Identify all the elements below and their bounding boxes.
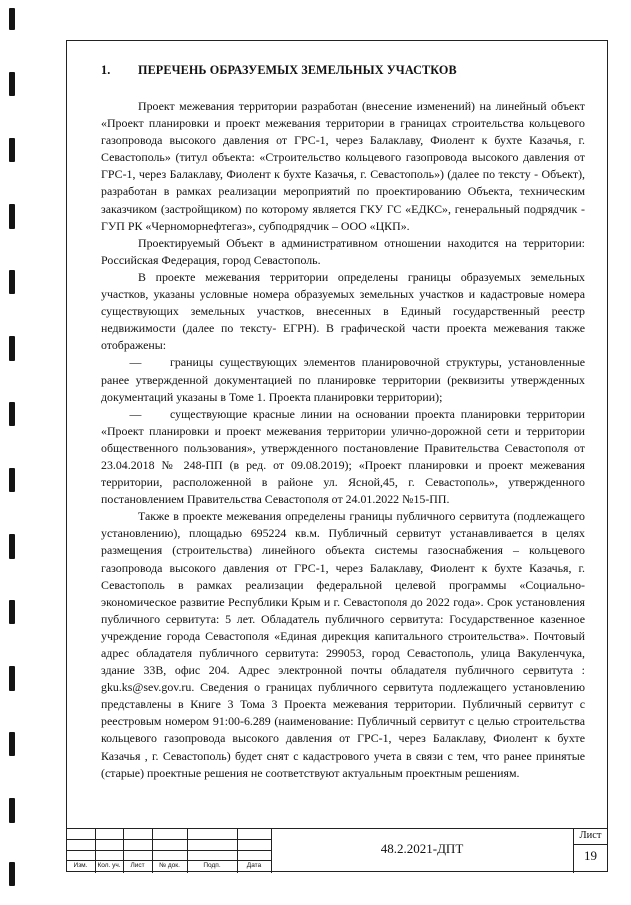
section-heading <box>101 63 457 78</box>
document-code: 48.2.2021-ДПТ <box>380 841 464 856</box>
binder-hole <box>9 336 15 361</box>
caption-izm: Изм. <box>73 862 88 869</box>
stamp-rule <box>66 839 271 840</box>
section-number: 1. <box>101 63 111 77</box>
document-body <box>101 98 585 782</box>
binder-hole <box>9 270 15 294</box>
binder-hole <box>9 8 15 30</box>
binder-holes <box>6 0 20 905</box>
paragraph-intro: Проект межевания территории разработан (внесение изменений) на линейный объект «Проект планировки и проект межевания территории в границах строительства кольцевого газопровода высокого давления от ГРС-1, через Балаклаву, Фиолент к бухте Казачья, г. Севастополь» (титул объекта: «Строительство кольцевого газопровода высокого давления от ГРС-1, через Балаклаву, Фиолент к бухте Казачья, г. Севастополь») (далее по тексту - Объект), разработан в рамках реализации мероприятий по проектированию Объекта, техническим заказчиком (застройщиком) по которому является ГКУ ГС «ЕДКС», генеральный подрядчик - ГУП РК «Черноморнефтегаз», субподрядчик – ООО «ЦКП». <box>101 99 585 233</box>
list-item-planning-elements <box>101 354 585 405</box>
caption-date: Дата <box>246 862 262 869</box>
caption-signature: Подп. <box>203 862 221 869</box>
binder-hole <box>9 468 15 492</box>
binder-hole <box>9 600 15 624</box>
sheet-label: Лист <box>579 830 602 841</box>
section-title: ПЕРЕЧЕНЬ ОБРАЗУЕМЫХ ЗЕМЕЛЬНЫХ УЧАСТКОВ <box>138 63 457 77</box>
paragraph-servitude: Также в проекте межевания определены границы публичного сервитута (подлежащего установлению), площадью 695224 кв.м. Публичный сервитут устанавливается в целях размещения (строительства) линейного объекта системы газоснабжения – кольцевого газопровода высокого давления от ГРС-1, через Балаклаву, Фиолент к бухте Казачья, г. Севастополь в рамках реализации федеральной целевой программы «Социально-экономическое развитие Республики Крым и г. Севастополя до 2022 года». Срок установления публичного сервитута: 5 лет. Обладатель публичного сервитута: Государственное казенное учреждение города Севастополя «Единая дирекция капитального строительства». Почтовый адрес обладателя публичного сервитута: 299053, город Севастополь, улица Вакуленчука, здание 33В, офис 204. Адрес электронной почты обладателя публичного сервитута : gku.ks@sev.gov.ru. Сведения о границах публичного сервитута подлежащего установлению представлены в Книге 3 Тома 3 Проекта межевания территории. Публичный сервитут с реестровым номером 91:00-6.289 (наименование: Публичный сервитут с целью строительства кольцевого газопровода высокого давления от ГРС-1, через Балаклаву, Фиолент к бухте Казачья , г. Севастополь) будет снят с кадастрового учета в связи с тем, что ранее принятые (старые) проектные решения не соответствуют актуальным проектным решениям. <box>101 509 585 780</box>
binder-hole <box>9 862 15 886</box>
dash-marker: — <box>129 355 142 370</box>
binder-hole <box>9 72 15 96</box>
binder-hole <box>9 402 15 426</box>
binder-hole <box>9 666 15 691</box>
stamp-rule <box>573 844 608 845</box>
binder-hole <box>9 138 15 162</box>
list-item-text: границы существующих элементов планировочной структуры, установленные ранее утвержденной документацией по планировке территории (реквизиты утвержденных документаций указаны в Томе 1. Проекта планировки территории); <box>101 355 585 404</box>
caption-doc-number: № док. <box>159 862 180 869</box>
binder-hole <box>9 732 15 756</box>
binder-hole <box>9 534 15 559</box>
binder-hole <box>9 798 15 823</box>
caption-kol-uch: Кол. уч. <box>97 862 121 869</box>
sheet-number: 19 <box>584 848 597 863</box>
caption-list: Лист <box>130 862 145 869</box>
stamp-rule <box>66 850 271 851</box>
dash-marker: — <box>129 406 142 421</box>
paragraph-boundaries: В проекте межевания территории определены границы образуемых земельных участков, указаны условные номера образуемых земельных участков и кадастровые номера существующих земельных участков, внесенных в Единый государственный реестр недвижимости (далее по тексту- ЕГРН). В графической части проекта межевания также отображены: <box>101 269 585 353</box>
stamp-rule <box>66 860 271 861</box>
title-block <box>66 828 608 872</box>
list-item-text: существующие красные линии на основании проекта планировки территории «Проект планировки и проект межевания территории улично-дорожной сети и территории общественного пользования», утвержденного постановление Правительства Севастополя от 23.04.2018 № 248-ПП (в ред. от 09.08.2019); «Проект планировки и проект межевания территории, расположенной в районе ул. Ясной,45, г. Севастополь», утвержденного постановлением Правительства Севастополя от 24.01.2022 №15-ПП. <box>101 406 585 507</box>
paragraph-location: Проектируемый Объект в административном отношении находится на территории: Российская Федерация, город Севастополь. <box>101 235 585 267</box>
list-item-red-lines <box>101 406 585 509</box>
binder-hole <box>9 204 15 229</box>
